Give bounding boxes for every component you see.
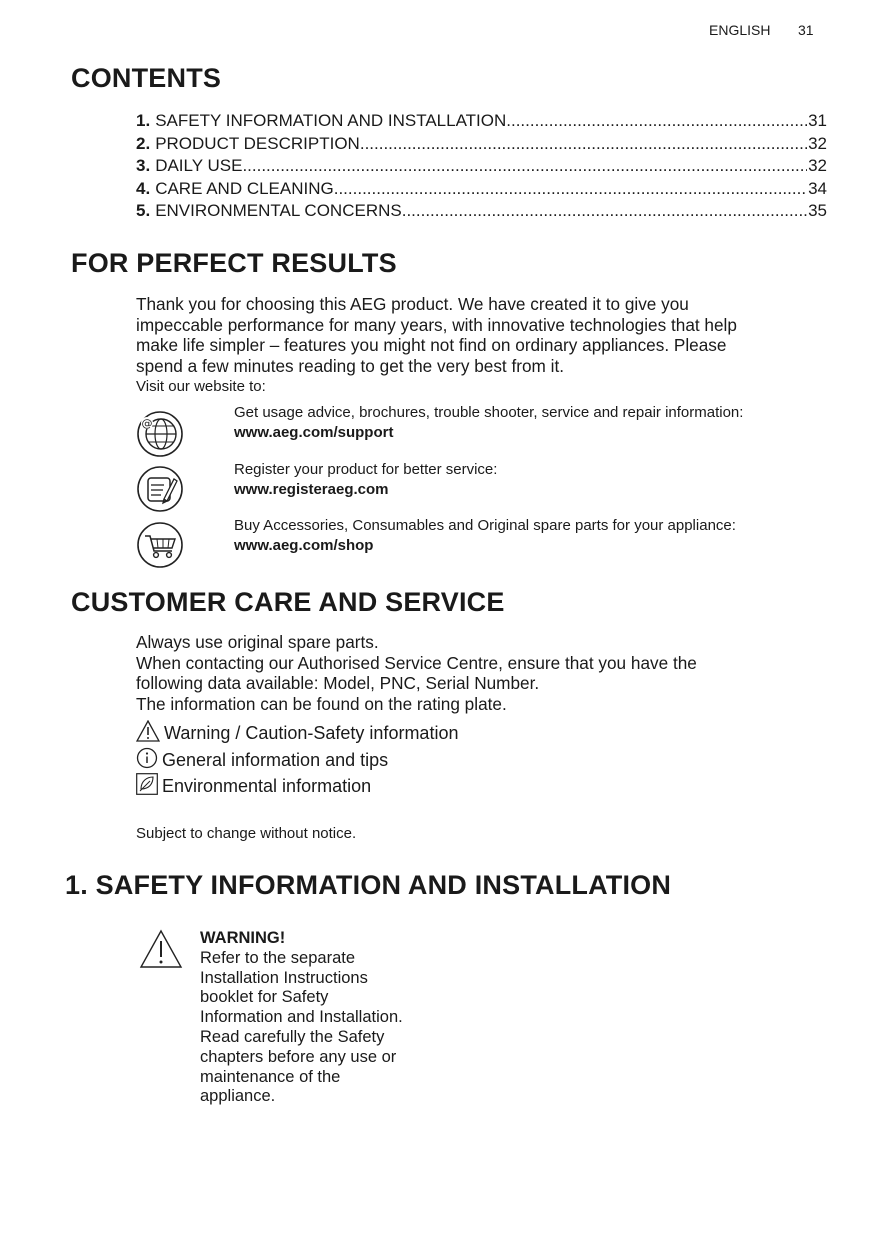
intro-line: make life simpler – features you might not find on ordinary appliances. Please: [136, 335, 727, 356]
legend-environment: [136, 773, 371, 800]
warning-triangle-icon: [136, 720, 160, 747]
care-line: The information can be found on the rating plate.: [136, 693, 507, 714]
register-note-icon: [136, 465, 184, 518]
intro-line: spend a few minutes reading to get the very best from it.: [136, 355, 565, 376]
toc-page: 31: [808, 111, 827, 130]
perfect-results-heading: FOR PERFECT RESULTS: [71, 248, 397, 278]
link-block-register: [234, 460, 834, 500]
legend-text: General information and tips: [162, 750, 389, 770]
care-line: Always use original spare parts.: [136, 632, 379, 652]
warning-line: Information and Installation.: [200, 1008, 403, 1027]
link-block-shop: [234, 516, 834, 556]
toc-entry[interactable]: [136, 110, 827, 133]
warning-title: WARNING!: [200, 929, 286, 947]
toc-entry[interactable]: [136, 178, 827, 201]
shopping-cart-icon: [136, 521, 184, 574]
customer-care-paragraph: [136, 632, 836, 714]
legend-text: Environmental information: [162, 776, 372, 796]
toc-page: 32: [808, 133, 827, 153]
legend-warning: [136, 720, 458, 747]
warning-line: chapters before any use or: [200, 1047, 397, 1066]
safety-heading: 1. SAFETY INFORMATION AND INSTALLATION: [65, 870, 672, 900]
toc-leader-dots: [360, 133, 807, 156]
warning-line: appliance.: [200, 1087, 276, 1106]
table-of-contents: [136, 110, 827, 223]
toc-number: 2.: [136, 133, 151, 153]
toc-number: 5.: [136, 201, 151, 220]
toc-label: CARE AND CLEANING: [155, 178, 334, 198]
toc-entry[interactable]: [136, 200, 827, 223]
toc-page: 34: [808, 178, 827, 198]
customer-care-heading: CUSTOMER CARE AND SERVICE: [71, 587, 505, 617]
care-line: following data available: Model, PNC, Serial Number.: [136, 673, 540, 694]
svg-text:@: @: [141, 417, 153, 430]
globe-at-icon: [136, 410, 184, 463]
toc-leader-dots: [242, 155, 807, 178]
toc-page: 32: [808, 156, 827, 175]
legend-text: Warning / Caution-Safety information: [164, 723, 459, 743]
toc-leader-dots: [334, 178, 807, 201]
visit-text: Visit our website to:: [136, 378, 266, 395]
notice-text: Subject to change without notice.: [136, 825, 357, 842]
toc-entry[interactable]: [136, 133, 827, 156]
info-icon: [136, 747, 158, 774]
link-block-support: [234, 403, 834, 443]
warning-line: maintenance of the: [200, 1067, 341, 1086]
toc-number: 3.: [136, 156, 151, 175]
toc-entry[interactable]: [136, 155, 827, 178]
leaf-icon: [136, 773, 158, 800]
page-number: 31: [798, 22, 814, 38]
toc-leader-dots: [402, 200, 807, 223]
legend-info: [136, 747, 388, 774]
link-description: Buy Accessories, Consumables and Original spare parts for your appliance:: [234, 517, 736, 534]
toc-label: PRODUCT DESCRIPTION: [155, 133, 360, 153]
toc-number: 4.: [136, 178, 151, 198]
care-line: When contacting our Authorised Service Centre, ensure that you have the: [136, 652, 697, 673]
toc-label: SAFETY INFORMATION AND INSTALLATION: [155, 111, 507, 130]
toc-page: 35: [808, 201, 827, 220]
warning-box: [200, 929, 460, 1107]
link-description: Get usage advice, brochures, trouble shooter, service and repair information:: [234, 404, 744, 421]
toc-leader-dots: [506, 110, 807, 133]
intro-line: impeccable performance for many years, with innovative technologies that help: [136, 314, 737, 335]
register-link[interactable]: www.registeraeg.com: [234, 481, 389, 498]
intro-paragraph: [136, 294, 836, 376]
toc-number: 1.: [136, 111, 151, 130]
link-description: Register your product for better service:: [234, 461, 498, 478]
warning-line: Installation Instructions: [200, 968, 368, 987]
toc-label: DAILY USE: [155, 156, 243, 175]
header-language: ENGLISH: [709, 22, 771, 38]
warning-triangle-icon: [139, 929, 183, 974]
warning-line: Read carefully the Safety: [200, 1027, 385, 1046]
contents-heading: CONTENTS: [71, 63, 222, 93]
toc-label: ENVIRONMENTAL CONCERNS: [155, 201, 402, 220]
shop-link[interactable]: www.aeg.com/shop: [234, 537, 374, 554]
support-link[interactable]: www.aeg.com/support: [234, 424, 394, 441]
intro-line: Thank you for choosing this AEG product. We have created it to give you: [136, 294, 689, 314]
warning-line: booklet for Safety: [200, 988, 329, 1007]
warning-line: Refer to the separate: [200, 948, 356, 967]
